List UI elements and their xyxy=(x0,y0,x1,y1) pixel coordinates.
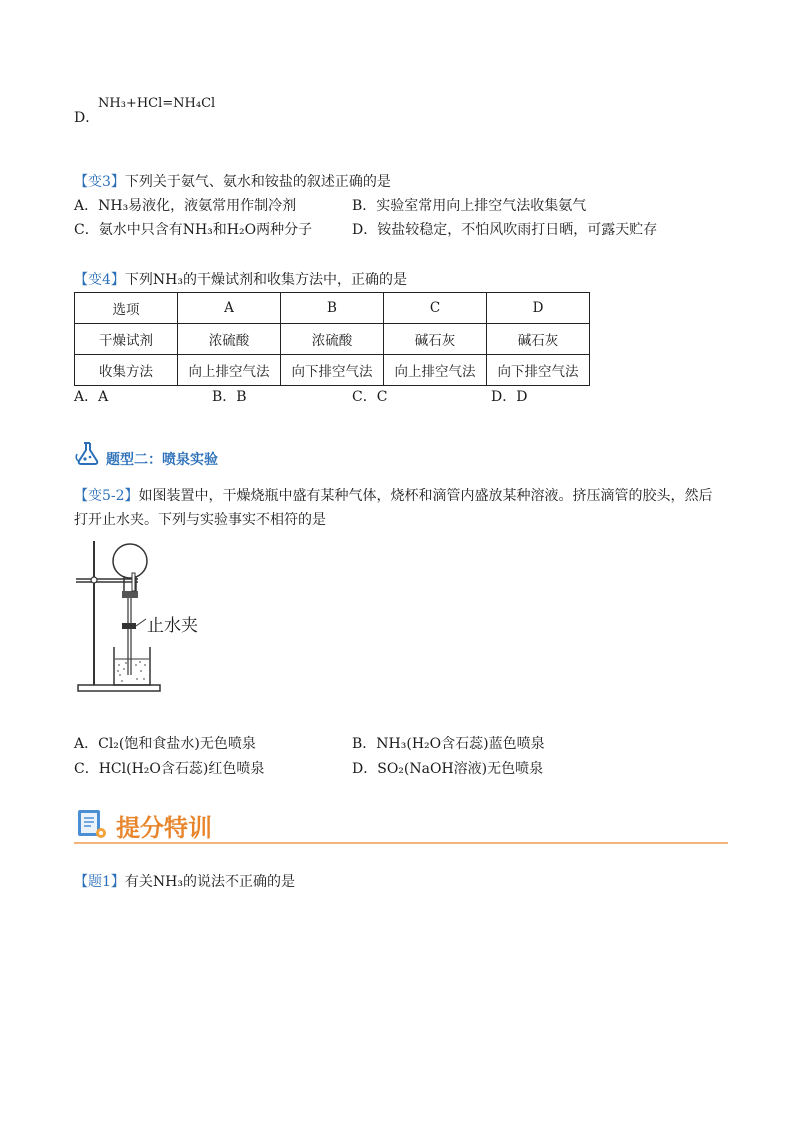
question-5-2-stem-line2: 打开止水夹。下列与实验事实不相符的是 xyxy=(74,512,326,528)
question-tag: 【变3】 xyxy=(74,174,125,190)
prev-option-d xyxy=(74,108,99,128)
table-cell: D xyxy=(487,293,590,324)
table-cell: 向上排空气法 xyxy=(178,355,281,386)
table-cell: 向下排空气法 xyxy=(487,355,590,386)
question-4-stem: 【变4】下列NH₃的干燥试剂和收集方法中，正确的是 xyxy=(74,272,407,288)
table-cell: 浓硫酸 xyxy=(178,324,281,355)
table-cell: 浓硫酸 xyxy=(281,324,384,355)
table-cell: 向上排空气法 xyxy=(384,355,487,386)
table-cell: C xyxy=(384,293,487,324)
book-icon xyxy=(76,806,110,844)
table-cell: 向下排空气法 xyxy=(281,355,384,386)
table-cell: 碱石灰 xyxy=(384,324,487,355)
reagent-table xyxy=(74,292,590,386)
question-tag: 【题1】 xyxy=(74,874,125,890)
question-tag: 【变5-2】 xyxy=(74,488,139,504)
q4-option-d: D．D xyxy=(491,389,528,405)
question-5-2-stem-line1: 【变5-2】如图装置中，干燥烧瓶中盛有某种气体，烧杯和滴管内盛放某种溶液。挤压滴管的胶头，然后 xyxy=(74,488,713,504)
table-cell: 选项 xyxy=(75,293,178,324)
table-cell: A xyxy=(178,293,281,324)
reaction-formula: NH₃+HCl=NH₄Cl xyxy=(98,96,216,111)
table-row xyxy=(75,293,590,324)
q4-option-c: C．C xyxy=(352,389,388,405)
question-tag: 【变4】 xyxy=(74,272,125,288)
table-cell: 收集方法 xyxy=(75,355,178,386)
q3-option-b: B．实验室常用向上排空气法收集氨气 xyxy=(352,198,587,214)
table-cell: 碱石灰 xyxy=(487,324,590,355)
q3-option-c: C．氨水中只含有NH₃和H₂O两种分子 xyxy=(74,222,313,238)
q52-option-b: B．NH₃(H₂O含石蕊)蓝色喷泉 xyxy=(352,736,545,752)
q4-option-b: B．B xyxy=(212,389,247,405)
q52-option-d: D．SO₂(NaOH溶液)无色喷泉 xyxy=(352,761,544,777)
q3-option-a: A．NH₃易液化，液氨常用作制冷剂 xyxy=(74,198,297,214)
section-divider xyxy=(74,842,728,844)
table-cell: 干燥试剂 xyxy=(75,324,178,355)
q3-option-d: D．铵盐较稳定，不怕风吹雨打日晒，可露天贮存 xyxy=(352,222,658,238)
flask-icon xyxy=(74,440,102,470)
training-question-1-stem: 【题1】有关NH₃的说法不正确的是 xyxy=(74,874,295,890)
section-title: 题型二：喷泉实验 xyxy=(106,452,218,468)
q52-option-a: A．Cl₂(饱和食盐水)无色喷泉 xyxy=(74,736,256,752)
training-title: 提分特训 xyxy=(116,814,212,842)
question-3-stem: 【变3】下列关于氨气、氨水和铵盐的叙述正确的是 xyxy=(74,174,391,190)
q52-option-c: C．HCl(H₂O含石蕊)红色喷泉 xyxy=(74,761,265,777)
table-cell: B xyxy=(281,293,384,324)
figure-label-pinch-clamp: 止水夹 xyxy=(147,616,198,636)
option-label: D． xyxy=(74,110,100,126)
table-row xyxy=(75,355,590,386)
table-row xyxy=(75,324,590,355)
q4-option-a: A．A xyxy=(74,389,109,405)
